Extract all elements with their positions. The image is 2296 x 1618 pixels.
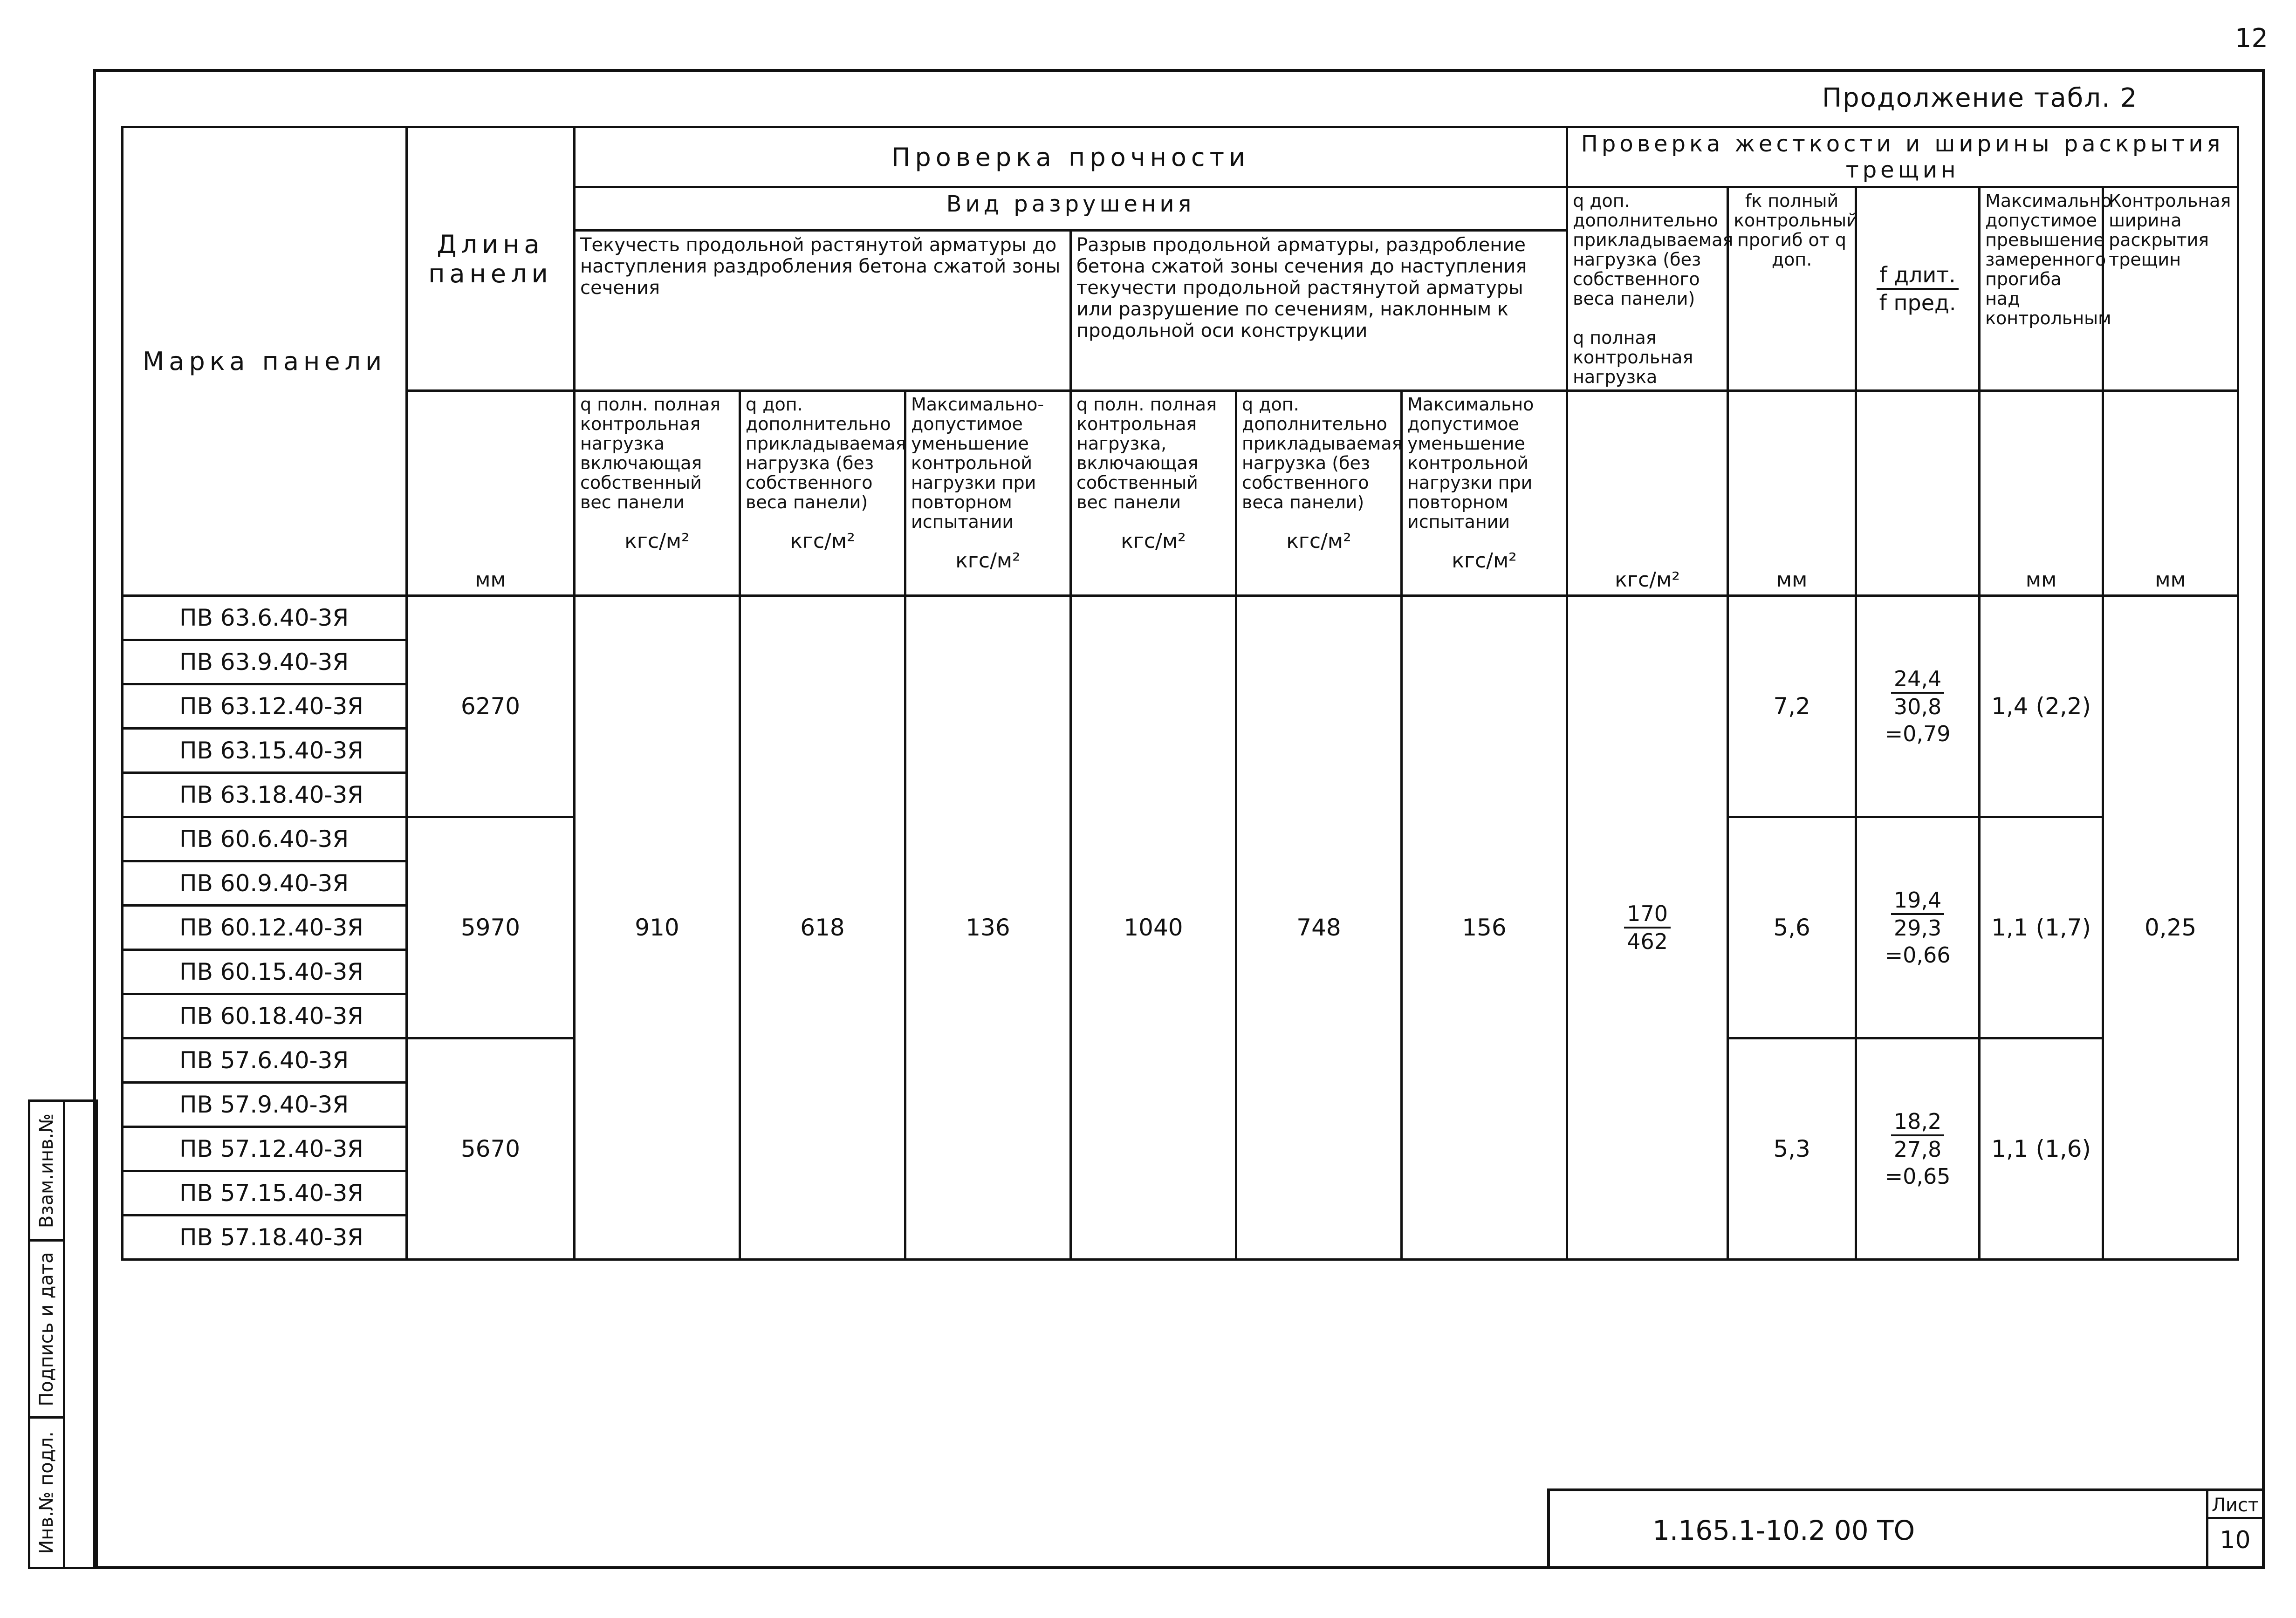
q-full-1: 910	[575, 596, 740, 1260]
header-strength: Проверка прочности	[575, 127, 1567, 187]
panel-mark: ПВ 63.6.40-3Я	[123, 596, 407, 640]
page-corner-number: 12	[2234, 23, 2268, 54]
data-table	[121, 126, 2239, 1261]
title-block	[1547, 1488, 2265, 1569]
q-ratio	[1567, 596, 1728, 1260]
excess-value: 1,4 (2,2)	[1980, 596, 2103, 817]
q-full-label: q полная контрольная нагрузка	[1573, 328, 1693, 387]
fk-value: 5,3	[1728, 1038, 1856, 1260]
header-mark: Марка панели	[123, 127, 407, 596]
panel-mark: ПВ 57.6.40-3Я	[123, 1038, 407, 1083]
excess-value: 1,1 (1,7)	[1980, 817, 2103, 1038]
table-row	[123, 596, 2238, 640]
q-add-2: 748	[1236, 596, 1402, 1260]
q-reduce-1: 136	[905, 596, 1071, 1260]
continuation-title: Продолжение табл. 2	[1822, 83, 2138, 113]
q-ratio-den: 462	[1627, 929, 1668, 954]
panel-mark: ПВ 60.6.40-3Я	[123, 817, 407, 861]
sub-q-full-2: q полн. полная контрольная нагрузка, включающая собственный вес панели кгс/м²	[1071, 391, 1236, 596]
sub-q-reduce-2: Максимально допустимое уменьшение контрольной нагрузки при повторном испытании кгс/м²	[1402, 391, 1567, 596]
side-cell-sign-date: Подпись и дата	[30, 1242, 63, 1419]
unit-length: мм	[407, 391, 575, 596]
panel-mark: ПВ 57.12.40-3Я	[123, 1127, 407, 1171]
panel-mark: ПВ 57.15.40-3Я	[123, 1171, 407, 1215]
panel-length: 5970	[407, 817, 575, 1038]
sub-q-full-1: q полн. полная контрольная нагрузка включающая собственный вес панели кгс/м²	[575, 391, 740, 596]
sheet-number: 10	[2220, 1526, 2251, 1554]
q-add-label: q доп. дополнительно прикладываемая нагрузка (без собственного веса панели)	[1573, 191, 1734, 309]
panel-mark: ПВ 57.9.40-3Я	[123, 1083, 407, 1127]
fk-value: 7,2	[1728, 596, 1856, 817]
excess-value: 1,1 (1,6)	[1980, 1038, 2103, 1260]
side-cell-inv-podl: Инв.№ подл.	[36, 1431, 57, 1554]
header-failure-type: Вид разрушения	[575, 187, 1567, 231]
header-q-additional	[1567, 187, 1734, 391]
fk-value: 5,6	[1728, 817, 1856, 1038]
side-stamp-strip	[28, 1099, 98, 1569]
panel-length: 6270	[407, 596, 575, 817]
f-ratio-num: f длит.	[1877, 262, 1959, 290]
sub-q-add-2: q доп. дополнительно прикладываемая нагрузка (без собственного веса панели) кгс/м²	[1236, 391, 1402, 596]
unit-ratio	[1856, 391, 1980, 596]
header-f-ratio	[1856, 187, 1980, 391]
sub-q-add-1: q доп. дополнительно прикладываемая нагрузка (без собственного веса панели) кгс/м²	[740, 391, 905, 596]
crack-value: 0,25	[2103, 596, 2238, 1260]
panel-mark: ПВ 60.9.40-3Я	[123, 861, 407, 906]
header-stiffness: Проверка жесткости и ширины раскрытия трещин	[1567, 127, 2238, 187]
f-ratio-value: $\frac{19,4}{29,3}$ =0,66	[1856, 817, 1980, 1038]
panel-mark: ПВ 60.15.40-3Я	[123, 950, 407, 994]
header-failure-2: Разрыв продольной арматуры, раздробление бетона сжатой зоны сечения до наступления текучести продольной растянутой арматуры или разрушение по сечениям, наклонным к продольной оси конструкции	[1071, 231, 1567, 391]
f-ratio-value: $\frac{24,4}{30,8}$ =0,79	[1856, 596, 1980, 817]
header-crack-width: Контрольная ширина раскрытия трещин	[2103, 187, 2238, 391]
unit-fk: мм	[1728, 391, 1856, 596]
q-ratio-num: 170	[1624, 901, 1671, 928]
header-failure-1: Текучесть продольной растянутой арматуры до наступления раздробления бетона сжатой зоны сечения	[575, 231, 1071, 391]
panel-mark: ПВ 60.18.40-3Я	[123, 994, 407, 1038]
document-code: 1.165.1-10.2 00 ТО	[1652, 1515, 1915, 1546]
q-add-1: 618	[740, 596, 905, 1260]
panel-mark: ПВ 57.18.40-3Я	[123, 1215, 407, 1260]
panel-length: 5670	[407, 1038, 575, 1260]
header-length: Длина панели	[407, 127, 575, 391]
panel-mark: ПВ 63.15.40-3Я	[123, 729, 407, 773]
sheet-label: Лист	[2208, 1491, 2262, 1519]
f-ratio-value: $\frac{18,2}{27,8}$ =0,65	[1856, 1038, 1980, 1260]
unit-crack: мм	[2103, 391, 2238, 596]
side-cell-zam-inv: Взам.инв.№	[30, 1102, 63, 1242]
panel-mark: ПВ 60.12.40-3Я	[123, 906, 407, 950]
sheet-box	[2206, 1491, 2262, 1566]
header-fk: fк полный контрольный прогиб от q доп.	[1728, 187, 1856, 391]
side-divider	[63, 1102, 65, 1567]
unit-excess: мм	[1980, 391, 2103, 596]
unit-q-additional: кгс/м²	[1567, 391, 1728, 596]
header-max-excess: Максимально допустимое превышение замеренного прогиба над контрольным	[1980, 187, 2103, 391]
f-ratio-den: f пред.	[1879, 290, 1956, 315]
sub-q-reduce-1: Максимально-допустимое уменьшение контрольной нагрузки при повторном испытании кгс/м²	[905, 391, 1071, 596]
q-full-2: 1040	[1071, 596, 1236, 1260]
q-reduce-2: 156	[1402, 596, 1567, 1260]
panel-mark: ПВ 63.12.40-3Я	[123, 684, 407, 729]
panel-mark: ПВ 63.9.40-3Я	[123, 640, 407, 684]
panel-mark: ПВ 63.18.40-3Я	[123, 773, 407, 817]
